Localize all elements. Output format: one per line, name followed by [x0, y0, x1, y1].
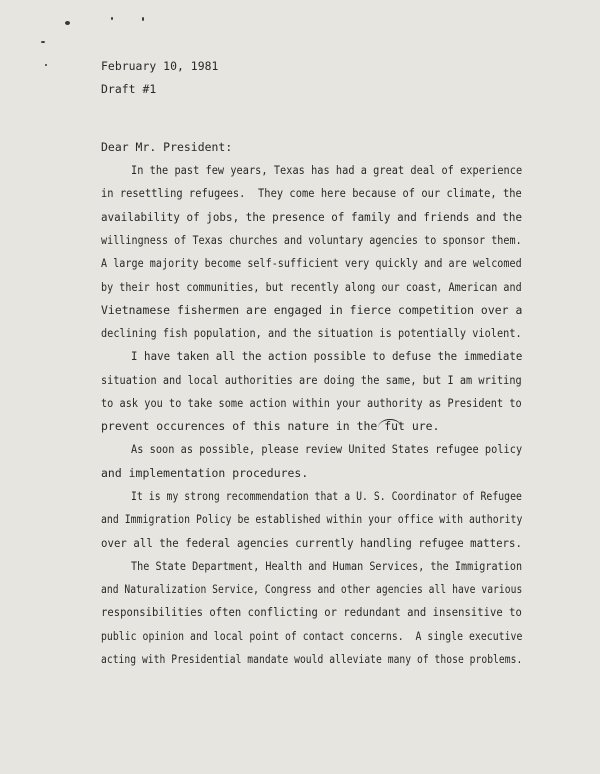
scan-mark: [65, 21, 70, 25]
body-line: and implementation procedures.: [101, 466, 309, 480]
body-line: It is my strong recommendation that a U. S. Coordinator of Refugee: [131, 489, 522, 503]
salutation: Dear Mr. President:: [101, 140, 233, 154]
body-line: In the past few years, Texas has had a great deal of experience: [131, 163, 523, 177]
body-line: The State Department, Health and Human Services, the Immigration: [131, 559, 523, 573]
body-line: to ask you to take some action within your authority as President to: [101, 396, 522, 410]
body-line: A large majority become self-sufficient very quickly and are welcomed: [101, 256, 522, 270]
body-line: by their host communities, but recently along our coast, American and: [101, 280, 522, 294]
body-line: responsibilities often conflicting or redundant and insensitive to: [101, 605, 522, 619]
body-line: and Naturalization Service, Congress and other agencies all have various: [101, 582, 523, 596]
body-line: in resettling refugees. They come here because of our climate, the: [101, 186, 522, 200]
body-line: declining fish population, and the situation is potentially violent.: [101, 326, 522, 340]
body-line: situation and local authorities are doing the same, but I am writing: [101, 373, 522, 387]
body-line: acting with Presidential mandate would alleviate many of those problems.: [101, 652, 523, 666]
body-line: public opinion and local point of contact concerns. A single executive: [101, 629, 523, 643]
scan-mark: [111, 17, 113, 20]
body-line: Vietnamese fishermen are engaged in fierce competition over a: [101, 303, 523, 317]
body-line: prevent occurences of this nature in the fut ure.: [101, 419, 440, 433]
letter-date: February 10, 1981: [101, 59, 219, 73]
body-line: willingness of Texas churches and voluntary agencies to sponsor them.: [101, 233, 522, 247]
body-line: I have taken all the action possible to defuse the immediate: [131, 349, 523, 363]
scan-mark: [142, 17, 144, 21]
body-line: over all the federal agencies currently handling refugee matters.: [101, 536, 522, 550]
scan-mark: [41, 41, 45, 43]
scan-mark: [45, 64, 47, 66]
draft-label: Draft #1: [101, 82, 157, 96]
body-line: As soon as possible, please review United States refugee policy: [131, 442, 523, 456]
body-line: and Immigration Policy be established within your office with authority: [101, 512, 523, 526]
body-line: availability of jobs, the presence of family and friends and the: [101, 210, 523, 224]
